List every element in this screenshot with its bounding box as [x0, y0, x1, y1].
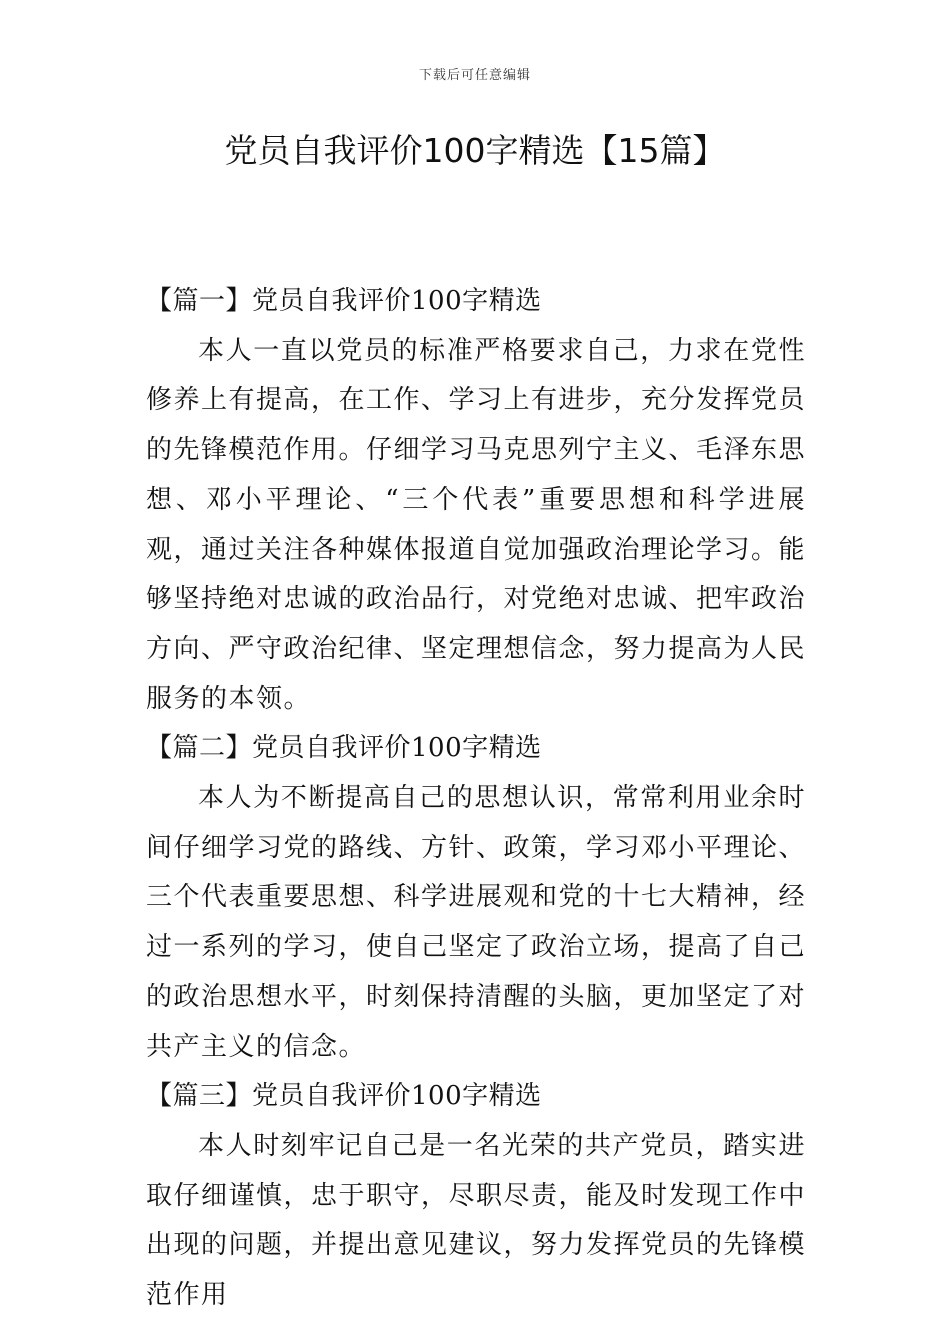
document-title: 党员自我评价100字精选【15篇】 — [224, 131, 726, 170]
document-body — [146, 277, 806, 1321]
section-2 — [146, 724, 806, 1072]
section-paragraph: 本人一直以党员的标准严格要求自己，力求在党性修养上有提高，在工作、学习上有进步，充分发挥党员的先锋模范作用。仔细学习马克思列宁主义、毛泽东思想、邓小平理论、“三个代表”重要思想和科学进展观，通过关注各种媒体报道自觉加强政治理论学习。能够坚持绝对忠诚的政治品行，对党绝对忠诚、把牢政治方向、严守政治纪律、坚定理想信念，努力提高为人民服务的本领。 — [146, 335, 807, 714]
section-heading: 【篇三】党员自我评价100字精选 — [146, 1081, 542, 1112]
section-paragraph: 本人为不断提高自己的思想认识，常常利用业余时间仔细学习党的路线、方针、政策，学习邓小平理论、三个代表重要思想、科学进展观和党的十七大精神，经过一系列的学习，使自己坚定了政治立场，提高了自己的政治思想水平，时刻保持清醒的头脑，更加坚定了对共产主义的信念。 — [146, 783, 807, 1062]
section-paragraph: 本人时刻牢记自己是一名光荣的共产党员，踏实进取仔细谨慎，忠于职守，尽职尽责，能及时发现工作中出现的问题，并提出意见建议，努力发挥党员的先锋模范作用 — [146, 1130, 807, 1311]
section-3 — [146, 1072, 806, 1321]
section-1 — [146, 277, 806, 724]
section-heading: 【篇二】党员自我评价100字精选 — [146, 733, 542, 764]
header-note: 下载后可任意编辑 — [418, 68, 531, 83]
section-heading: 【篇一】党员自我评价100字精选 — [146, 286, 542, 316]
